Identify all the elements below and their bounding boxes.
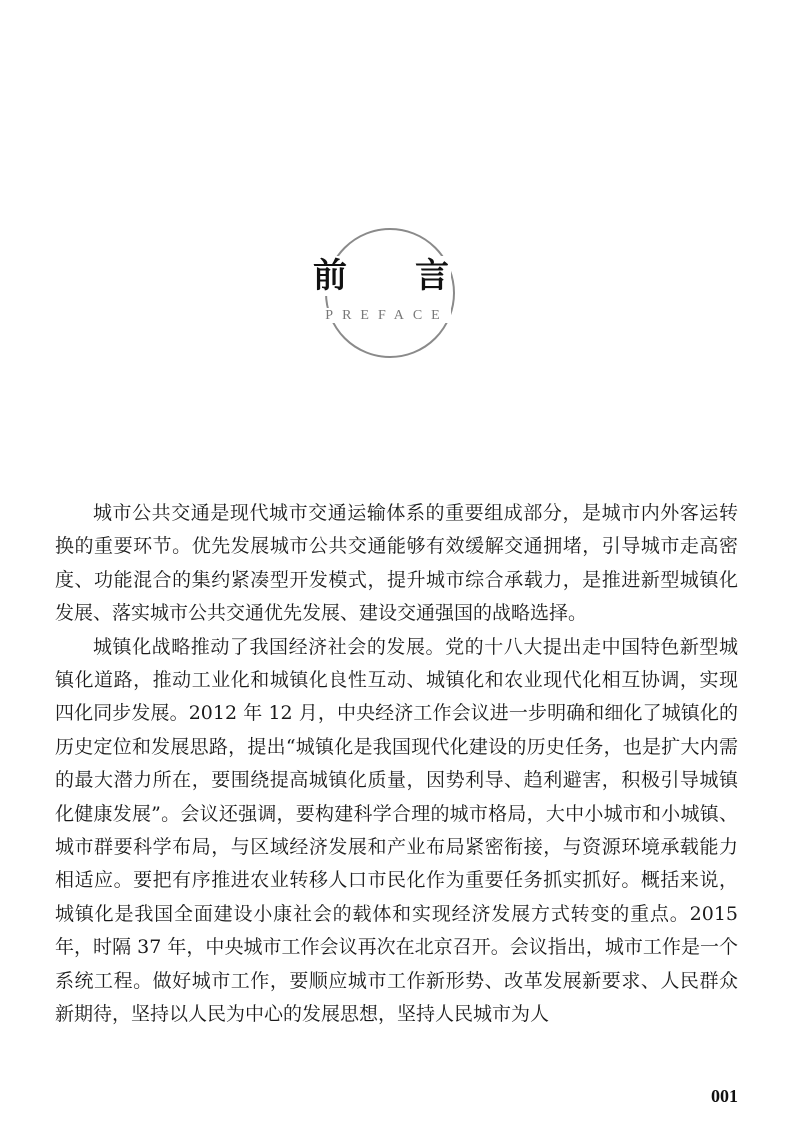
body-text: [55, 497, 738, 1032]
page-subtitle: [299, 308, 475, 324]
title-char-qian: 前: [313, 256, 347, 296]
paragraph-2: 城镇化战略推动了我国经济社会的发展。党的十八大提出走中国特色新型城镇化道路，推动工业化和城镇化良性互动、城镇化和农业现代化相互协调，实现四化同步发展。2012 年 12 月，中央经济工作会议进一步明确和细化了城镇化的历史定位和发展思路，提出“城镇化是我国现代化建设的历史任务，也是扩大内需的最大潜力所在，要围绕提高城镇化质量，因势利导、趋利避害，积极引导城镇化健康发展”。会议还强调，要构建科学合理的城市格局，大中小城市和小城镇、城市群要科学布局，与区域经济发展和产业布局紧密衔接，与资源环境承载能力相适应。要把有序推进农业转移人口市民化作为重要任务抓实抓好。概括来说，城镇化是我国全面建设小康社会的载体和实现经济发展方式转变的重点。2015 年，时隔 37 年，中央城市工作会议再次在北京召开。会议指出，城市工作是一个系统工程。做好城市工作，要顺应城市工作新形势、改革发展新要求、人民群众新期待，坚持以人民为中心的发展思想，坚持人民城市为人: [55, 635, 738, 1026]
page-number: 001: [711, 1086, 738, 1106]
subtitle-text: PREFACE: [325, 308, 449, 323]
paragraph-1: 城市公共交通是现代城市交通运输体系的重要组成部分，是城市内外客运转换的重要环节。优先发展城市公共交通能够有效缓解交通拥堵，引导城市走高密度、功能混合的集约紧凑型开发模式，提升城市综合承载力，是推进新型城镇化发展、落实城市公共交通优先发展、建设交通强国的战略选择。: [55, 502, 738, 625]
page-title: [311, 256, 451, 296]
preface-heading: [295, 228, 495, 368]
title-char-yan: 言: [415, 256, 449, 296]
